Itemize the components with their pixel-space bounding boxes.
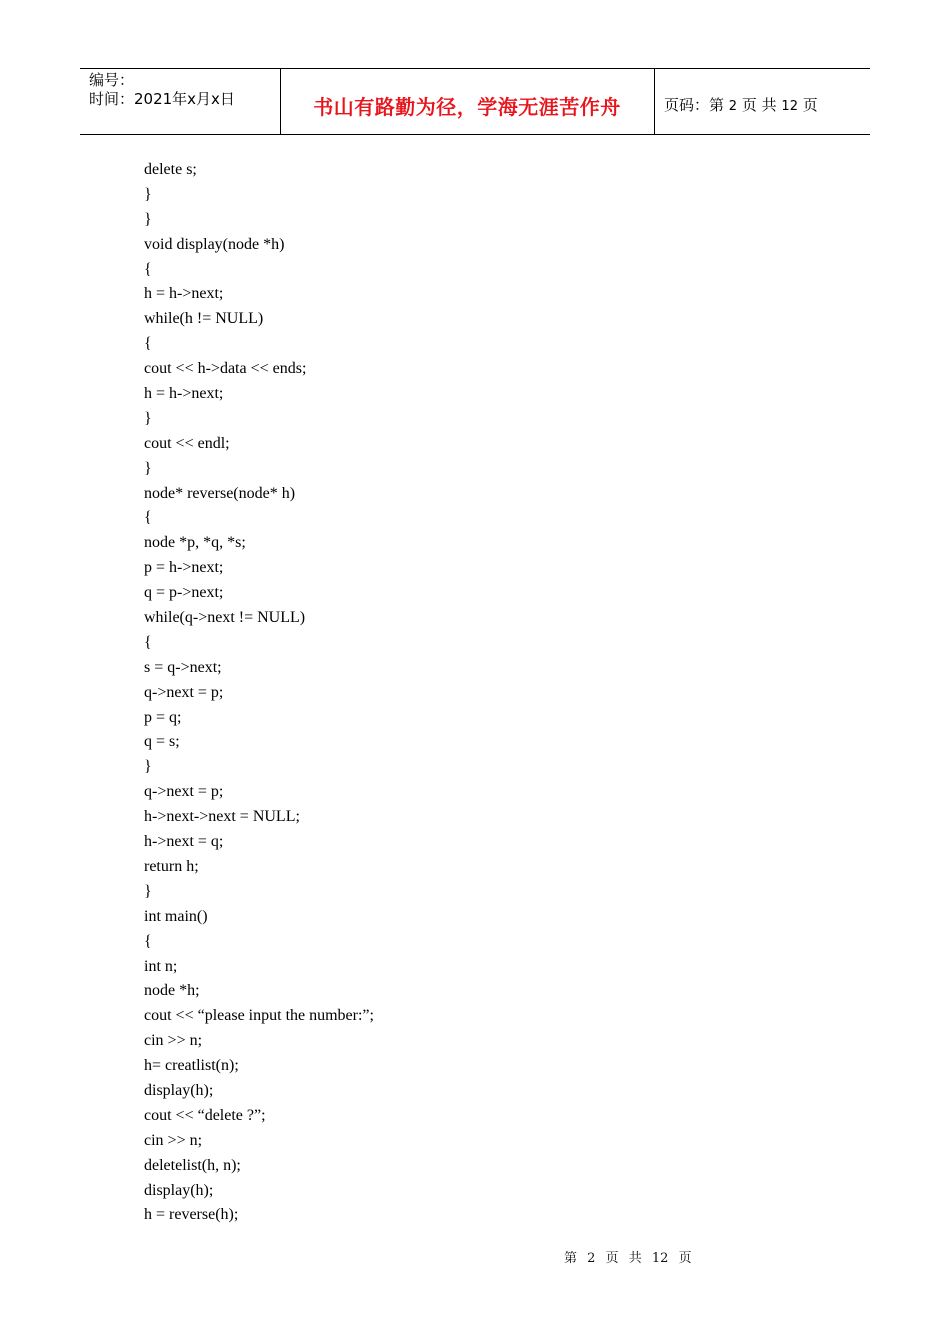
page-footer	[564, 1247, 698, 1266]
code-line: void display(node *h)	[144, 235, 285, 253]
code-line: deletelist(h, n);	[144, 1156, 241, 1174]
code-line: {	[144, 633, 152, 651]
code-line: h = reverse(h);	[144, 1206, 239, 1224]
code-line: {	[144, 509, 152, 527]
page-header	[80, 68, 870, 135]
code-line: h->next->next = NULL;	[144, 808, 300, 826]
code-line: node *h;	[144, 982, 200, 1000]
footer-di: 第	[564, 1251, 578, 1266]
code-line: cout << “delete ?”;	[144, 1106, 266, 1124]
code-line: return h;	[144, 857, 199, 875]
code-line: int main()	[144, 907, 208, 925]
code-line: delete s;	[144, 161, 197, 178]
code-line: }	[144, 210, 152, 228]
code-line: cin >> n;	[144, 1032, 203, 1050]
code-line: }	[144, 758, 152, 776]
code-line: p = h->next;	[144, 559, 224, 577]
code-line: {	[144, 335, 152, 353]
footer-ye: 页	[605, 1251, 619, 1266]
header-page-indicator	[664, 94, 818, 115]
code-line: h = h->next;	[144, 385, 224, 403]
code-line: h->next = q;	[144, 833, 224, 851]
code-line: h = h->next;	[144, 285, 224, 303]
time-label: 时间：2021年x月x日	[89, 90, 235, 108]
code-line: }	[144, 185, 152, 203]
code-line: while(q->next != NULL)	[144, 609, 306, 627]
code-line: s = q->next;	[144, 658, 222, 676]
header-meta	[89, 71, 235, 109]
code-line: }	[144, 459, 152, 477]
code-line: cout << endl;	[144, 434, 230, 452]
code-line: cout << h->data << ends;	[144, 360, 307, 378]
code-line: {	[144, 260, 152, 278]
page-suffix: 页	[802, 96, 818, 114]
code-line: display(h);	[144, 1181, 214, 1199]
code-line: q = p->next;	[144, 584, 224, 602]
code-line: while(h != NULL)	[144, 310, 264, 328]
page-total: 12	[781, 99, 798, 114]
code-block	[144, 158, 374, 1228]
code-line: cin >> n;	[144, 1131, 203, 1149]
code-line: }	[144, 409, 152, 427]
code-line: q->next = p;	[144, 783, 224, 801]
footer-gong: 共	[628, 1251, 642, 1266]
page-prefix: 页码：第	[664, 96, 725, 114]
page-current: 2	[728, 99, 738, 114]
footer-current-page: 2	[587, 1251, 596, 1266]
code-line: display(h);	[144, 1081, 214, 1099]
code-line: }	[144, 882, 152, 900]
code-line: p = q;	[144, 708, 182, 726]
code-line: q->next = p;	[144, 683, 224, 701]
header-divider	[654, 69, 655, 134]
number-label: 编号：	[89, 71, 135, 89]
header-motto: 书山有路勤为径，学海无涯苦作舟	[313, 95, 621, 119]
code-line: cout << “please input the number:”;	[144, 1007, 374, 1025]
code-line: h= creatlist(n);	[144, 1057, 239, 1075]
code-line: node* reverse(node* h)	[144, 484, 296, 502]
code-line: int n;	[144, 957, 178, 975]
page-mid: 页 共	[741, 96, 777, 114]
footer-total-pages: 12	[651, 1251, 669, 1266]
code-line: q = s;	[144, 733, 180, 751]
footer-ye: 页	[678, 1251, 692, 1266]
code-line: node *p, *q, *s;	[144, 534, 246, 552]
code-line: {	[144, 932, 152, 950]
